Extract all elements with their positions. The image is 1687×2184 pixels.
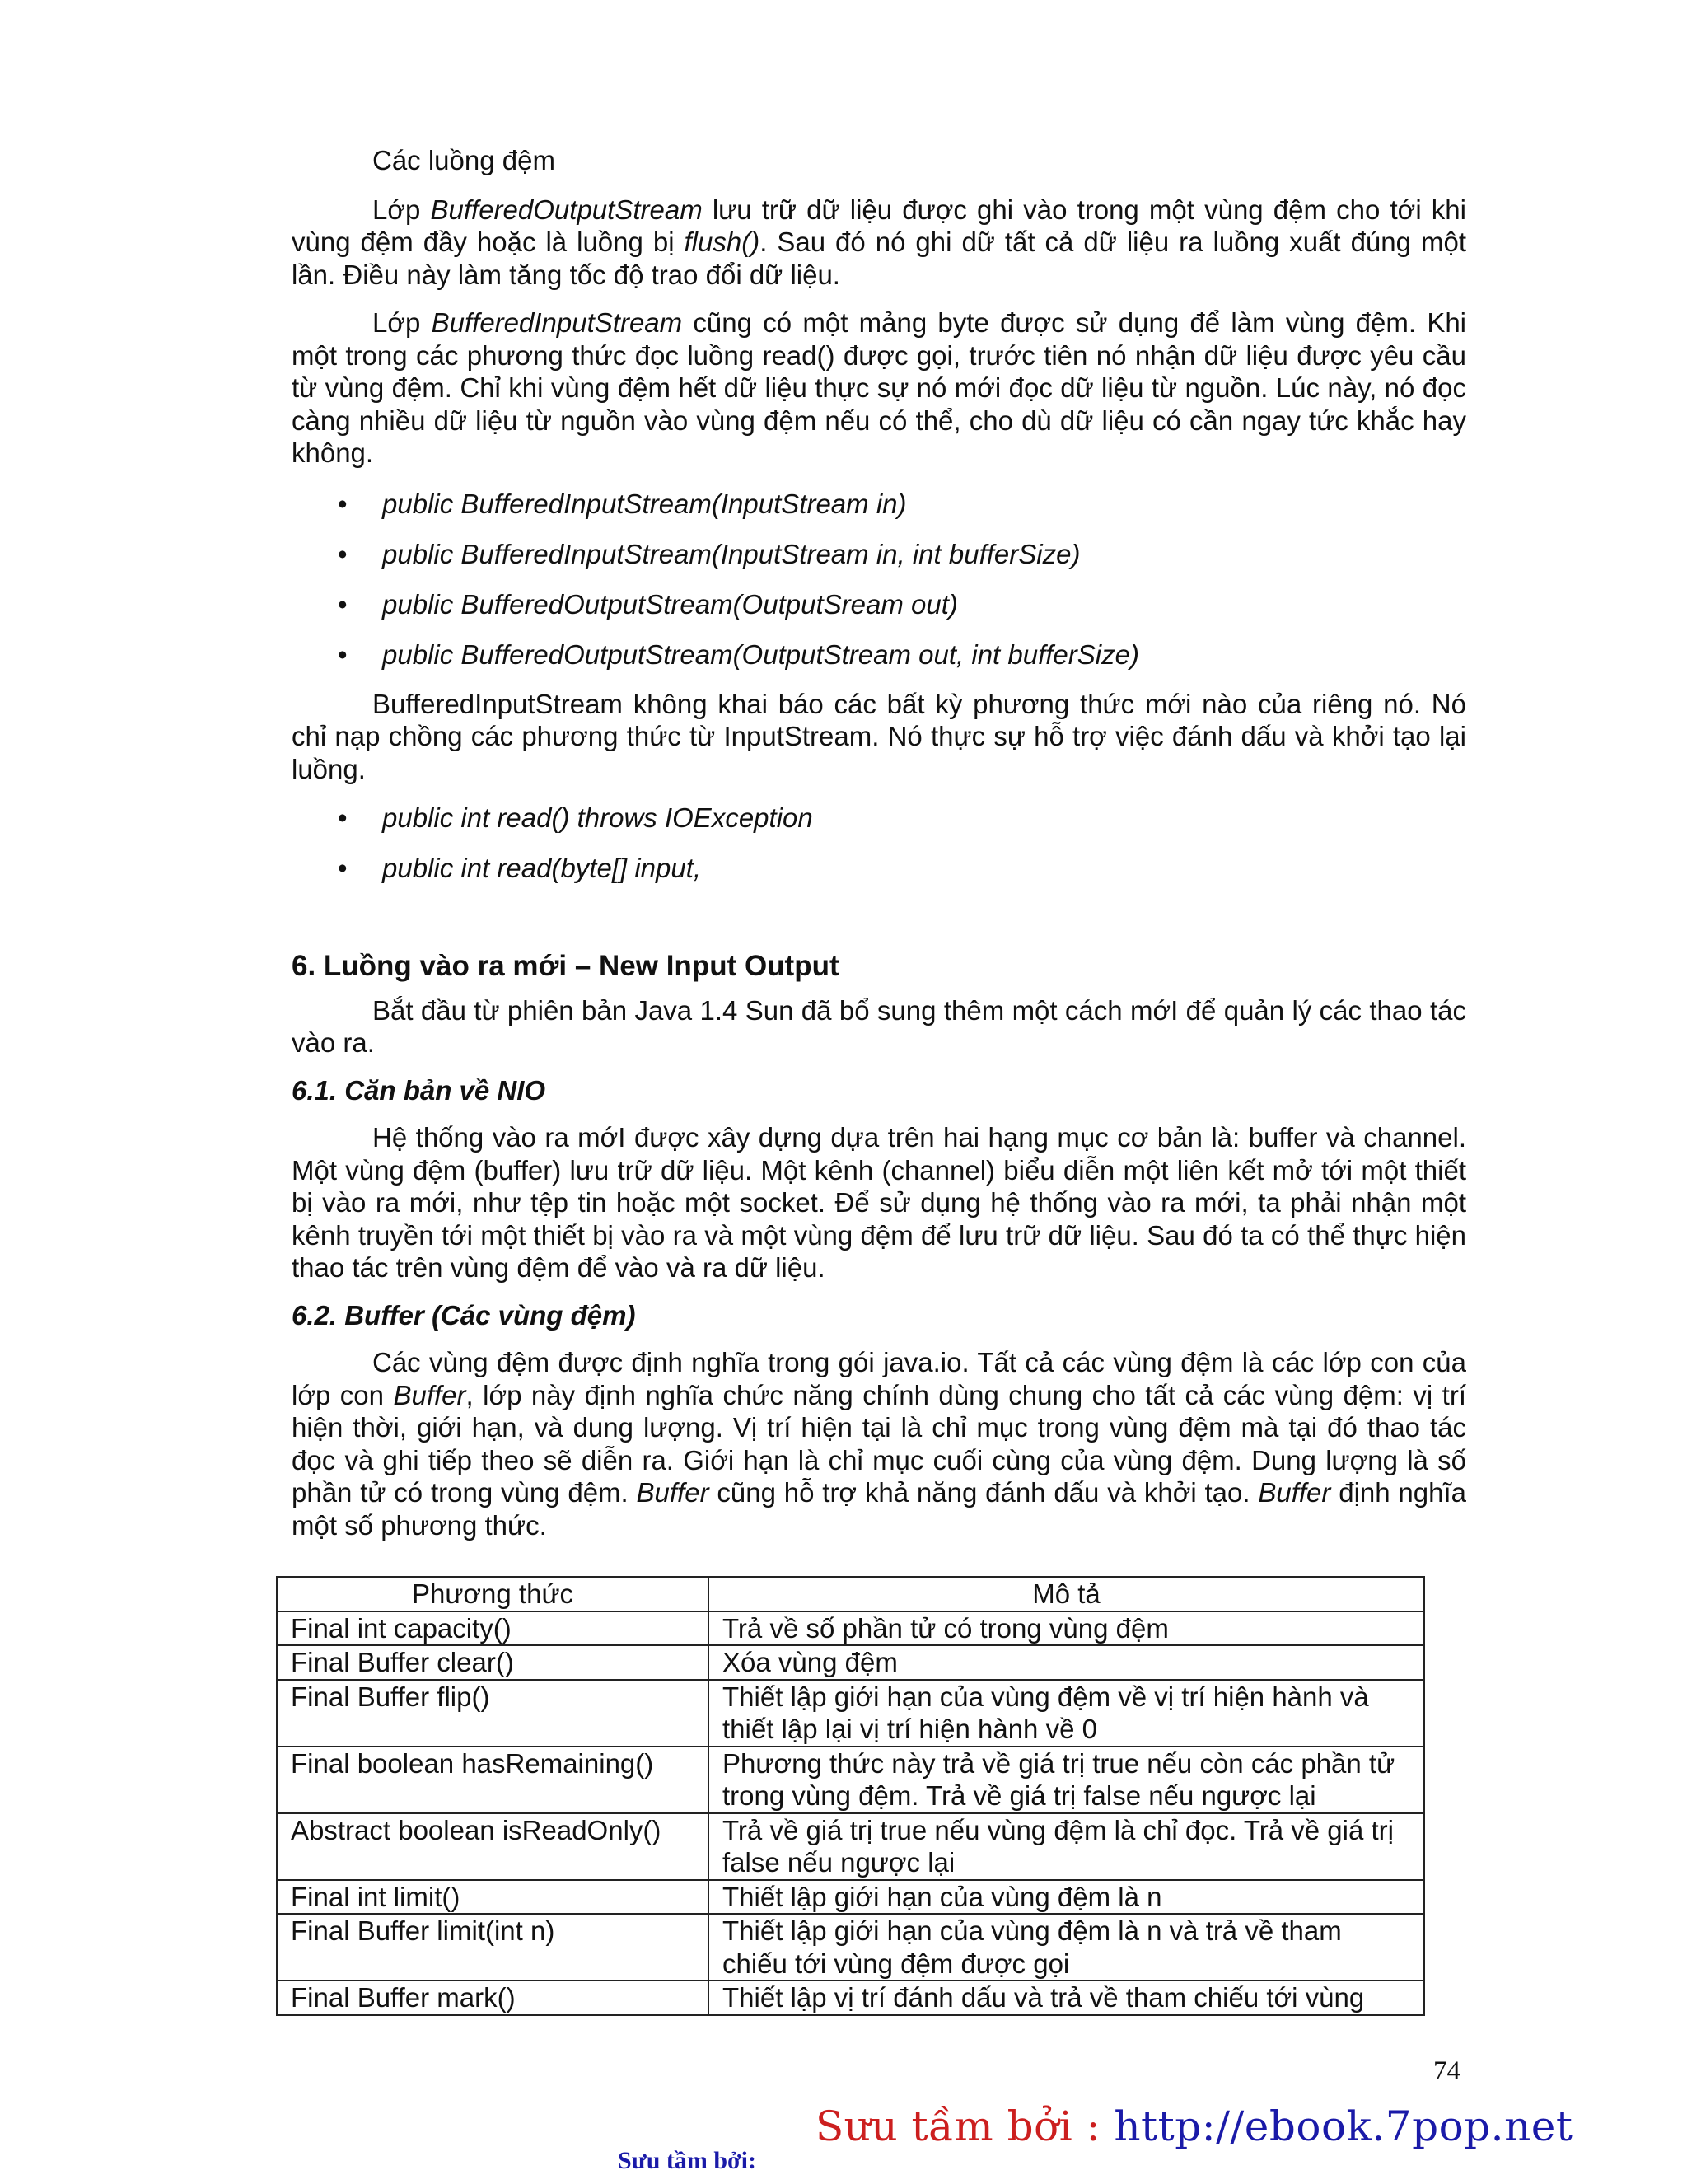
table-row — [277, 1914, 1424, 1981]
paragraph-buffered-output: Lớp BufferedOutputStream lưu trữ dữ liệu được ghi vào trong một vùng đệm cho tới khi vùng đệm đầy hoặc là luồng bị flush(). Sau đó nó ghi dữ tất cả dữ liệu ra luồng xuất đúng một lần. Điều này làm tăng tốc độ trao đổi dữ liệu. — [292, 194, 1466, 290]
method-cell: Final boolean hasRemaining() — [277, 1747, 708, 1813]
buffer-methods-table — [276, 1576, 1425, 2016]
paragraph-nio-basics: Hệ thống vào ra mớI được xây dựng dựa trên hai hạng mục cơ bản là: buffer và channel. Một vùng đệm (buffer) lưu trữ dữ liệu. Một kênh (channel) biểu diễn một liên kết mở tới một thiết bị vào ra mới, như tệp tin hoặc một socket. Để sử dụng hệ thống vào ra mới, ta phải nhận một kênh truyền tới một thiết bị vào ra và một vùng đệm để lưu trữ dữ liệu. Sau đó ta có thể thực hiện thao tác trên vùng đệm để vào và ra dữ liệu. — [292, 1122, 1466, 1283]
description-cell: Thiết lập giới hạn của vùng đệm là n và trả về tham chiếu tới vùng đệm được gọi — [708, 1914, 1424, 1981]
column-header-description: Mô tả — [708, 1577, 1424, 1611]
method-cell: Abstract boolean isReadOnly() — [277, 1813, 708, 1880]
source-credit-label: Sưu tầm bởi: — [618, 2147, 756, 2174]
source-watermark: Sưu tầm bởi : http://ebook.7pop.net — [815, 2102, 1573, 2150]
list-item: • public BufferedOutputStream(OutputStream out, int bufferSize) — [338, 638, 1139, 670]
bullet-icon: • — [338, 488, 348, 519]
bullet-icon: • — [338, 538, 348, 569]
section-title: Các luồng đệm — [372, 145, 555, 175]
bullet-icon: • — [338, 588, 348, 620]
method-cell: Final Buffer limit(int n) — [277, 1914, 708, 1981]
table-row — [277, 1680, 1424, 1747]
table-row — [277, 1880, 1424, 1915]
list-item: • public BufferedOutputStream(OutputSream out) — [338, 588, 958, 620]
paragraph-buffered-input: Lớp BufferedInputStream cũng có một mảng byte được sử dụng để làm vùng đệm. Khi một trong các phương thức đọc luồng read() được gọi, trước tiên nó nhận dữ liệu được yêu cầu từ vùng đệm. Chỉ khi vùng đệm hết dữ liệu thực sự nó mới đọc dữ liệu từ nguồn. Lúc này, nó đọc càng nhiều dữ liệu từ nguồn vào vùng đệm nếu có thể, cho dù dữ liệu có cần ngay tức khắc hay không. — [292, 307, 1467, 468]
table-row — [277, 1611, 1424, 1646]
table-row — [277, 1645, 1424, 1680]
list-item: • public BufferedInputStream(InputStream in) — [338, 488, 907, 519]
bullet-icon: • — [338, 638, 348, 670]
source-url-link[interactable]: http://ebook.7pop.net — [1114, 2102, 1573, 2150]
page-number: 74 — [1433, 2056, 1460, 2086]
buffered-streams-section — [292, 144, 1466, 885]
list-item: • public int read() throws IOException — [338, 802, 813, 833]
method-cell: Final int capacity() — [277, 1611, 708, 1646]
table-row — [277, 1981, 1424, 2015]
paragraph-bufferedinputstream: BufferedInputStream không khai báo các bất kỳ phương thức mới nào của riêng nó. Nó chỉ nạp chồng các phương thức từ InputStream. Nó thực sự hỗ trợ việc đánh dấu và khởi tạo lại luồng. — [292, 688, 1466, 784]
heading-6-2: 6.2. Buffer (Các vùng đệm) — [292, 1299, 636, 1331]
description-cell: Thiết lập giới hạn của vùng đệm về vị trí hiện hành và thiết lập lại vị trí hiện hành về 0 — [708, 1680, 1424, 1747]
description-cell: Trả về số phần tử có trong vùng đệm — [708, 1611, 1424, 1646]
description-cell: Xóa vùng đệm — [708, 1645, 1424, 1680]
description-cell: Trả về giá trị true nếu vùng đệm là chỉ đọc. Trả về giá trị false nếu ngược lại — [708, 1813, 1424, 1880]
table-header-row — [277, 1577, 1424, 1611]
description-cell: Phương thức này trả về giá trị true nếu còn các phần tử trong vùng đệm. Trả về giá trị false nếu ngược lại — [708, 1747, 1424, 1813]
nio-section — [292, 950, 1466, 1541]
bullet-icon: • — [338, 802, 348, 833]
method-list — [292, 802, 1466, 885]
paragraph-buffer: Các vùng đệm được định nghĩa trong gói java.io. Tất cả các vùng đệm là các lớp con của lớp con Buffer, lớp này định nghĩa chức năng chính dùng chung cho tất cả các vùng đệm: vị trí hiện thời, giới hạn, và dung lượng. Vị trí hiện tại là chỉ mục trong vùng đệm mà tại đó thao tác đọc và ghi tiếp theo sẽ diễn ra. Giới hạn là chỉ mục cuối cùng của vùng đệm. Dung lượng là số phần tử có trong vùng đệm. Buffer cũng hỗ trợ khả năng đánh dấu và khởi tạo. Buffer định nghĩa một số phương thức. — [292, 1347, 1467, 1541]
paragraph-java14: Bắt đầu từ phiên bản Java 1.4 Sun đã bổ sung thêm một cách mớI để quản lý các thao tác vào ra. — [292, 994, 1466, 1058]
bullet-icon: • — [338, 853, 348, 883]
list-item: • public BufferedInputStream(InputStream in, int bufferSize) — [338, 538, 1081, 569]
table-row — [277, 1747, 1424, 1813]
constructor-list — [292, 488, 1466, 671]
column-header-method: Phương thức — [277, 1577, 708, 1611]
method-cell: Final int limit() — [277, 1880, 708, 1915]
heading-6-1: 6.1. Căn bản về NIO — [292, 1074, 546, 1106]
table-row — [277, 1813, 1424, 1880]
description-cell: Thiết lập vị trí đánh dấu và trả về tham chiếu tới vùng — [708, 1981, 1424, 2015]
method-cell: Final Buffer clear() — [277, 1645, 708, 1680]
method-cell: Final Buffer mark() — [277, 1981, 708, 2015]
heading-6: 6. Luồng vào ra mới – New Input Output — [292, 950, 839, 982]
description-cell: Thiết lập giới hạn của vùng đệm là n — [708, 1880, 1424, 1915]
list-item: • public int read(byte[] input, — [338, 853, 702, 883]
method-cell: Final Buffer flip() — [277, 1680, 708, 1747]
